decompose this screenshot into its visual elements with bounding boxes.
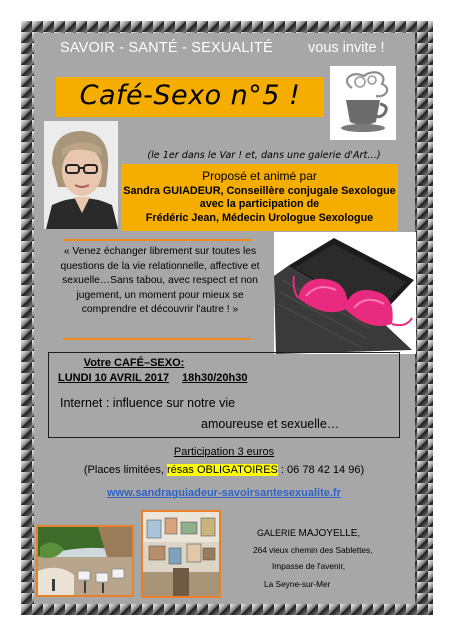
- portrait-photo: [44, 121, 118, 229]
- gallery-address-line2: Impasse de l'avenir,: [272, 561, 346, 571]
- price-text: Participation 3 euros: [173, 446, 275, 458]
- reservation-text: [48, 464, 400, 476]
- quote-top-rule: [63, 239, 251, 241]
- gallery-address-line1: 264 vieux chemin des Sablettes,: [253, 545, 373, 555]
- gallery-terrace-photo: [36, 525, 134, 597]
- organizer-block: [121, 164, 398, 231]
- organizer-name: Sandra GUIADEUR, Conseillère conjugale Sexologue: [123, 185, 396, 197]
- coffee-cup-icon: [330, 66, 396, 140]
- event-time: 18h30/20h30: [182, 372, 248, 384]
- gallery-name-line: [257, 528, 360, 539]
- event-topic-line2: amoureuse et sexuelle…: [201, 417, 340, 431]
- laptop-bra-photo: [274, 232, 416, 354]
- co-organizer-name: Frédéric Jean, Médecin Urologue Sexologue: [145, 212, 374, 224]
- event-title: Votre CAFÉ–SEXO:: [83, 357, 185, 369]
- subtitle: (le 1er dans le Var ! et, dans une galerie d'Art…): [147, 150, 381, 161]
- invitation-quote: « Venez échanger librement sur toutes les questions de la vie relationnelle, affective et sexuelle…Sans tabou, avec respect et non jugement, un moment pour mieux se comprendre et découvrir l'autre ! »: [60, 246, 260, 316]
- quote-bottom-rule: [63, 338, 251, 340]
- organizer-intro: Proposé et animé par: [202, 169, 317, 183]
- header-invite: vous invite !: [308, 40, 385, 56]
- page-title: Café-Sexo n°5 !: [79, 80, 301, 111]
- title-banner: [56, 77, 324, 117]
- header-tagline: SAVOIR - SANTÉ - SEXUALITÉ: [60, 40, 273, 56]
- reservation-phone: : 06 78 42 14 96): [277, 464, 365, 476]
- gallery-address-line3: La Seyne-sur-Mer: [264, 579, 331, 589]
- organizer-with: avec la participation de: [199, 198, 320, 210]
- gallery-name: MAJOYELLE: [298, 528, 358, 539]
- gallery-interior-photo: [141, 510, 221, 598]
- event-date: LUNDI 10 AVRIL 2017: [58, 372, 170, 384]
- event-topic-line1: Internet : influence sur notre vie: [60, 396, 236, 410]
- header-line: [48, 38, 398, 60]
- gallery-suffix: ,: [357, 528, 360, 538]
- reservation-highlight: résas OBLIGATOIRES: [167, 464, 278, 476]
- event-box: [48, 352, 400, 438]
- reservation-before: (Places limitées,: [83, 464, 168, 476]
- gallery-prefix: GALERIE: [257, 528, 299, 538]
- website-link[interactable]: www.sandraguiadeur-savoirsantesexualite.fr: [107, 487, 341, 499]
